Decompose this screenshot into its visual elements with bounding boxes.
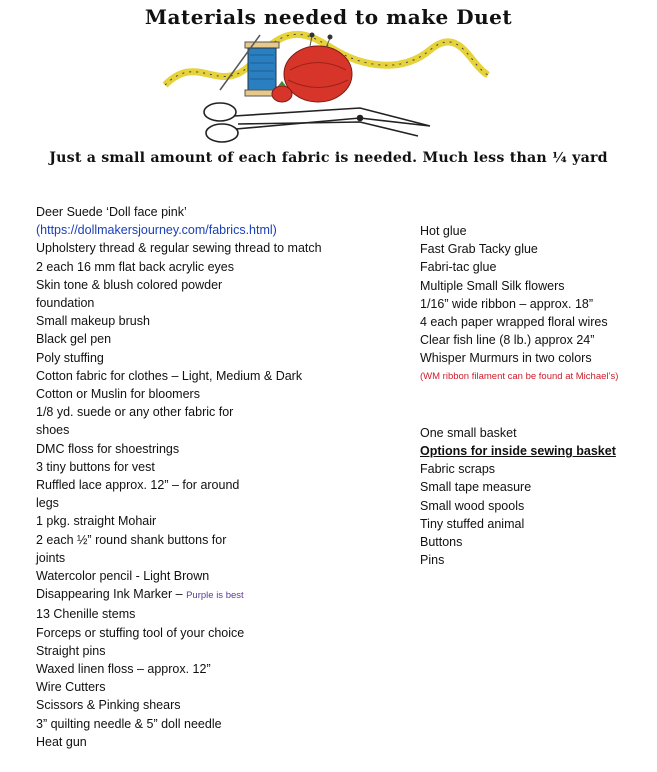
option-item: Small wood spools (420, 498, 525, 513)
basket-item: One small basket (420, 425, 517, 440)
spacer (420, 386, 650, 424)
list-item: Heat gun (36, 734, 87, 749)
page-title: Materials needed to make Duet (144, 5, 513, 29)
list-item: Clear fish line (8 lb.) approx 24” (420, 333, 595, 348)
list-item: Wire Cutters (36, 680, 106, 695)
list-item: Cotton or Muslin for bloomers (36, 387, 200, 402)
list-item: Small makeup brush (36, 314, 150, 329)
options-heading: Options for inside sewing basket (420, 444, 616, 459)
wm-note: (WM ribbon filament can be found at Michael’s) (420, 370, 619, 382)
list-item: 2 each 16 mm flat back acrylic eyes (36, 259, 234, 274)
list-item: Deer Suede ‘Doll face pink’ (36, 205, 187, 219)
list-item: Fabri-tac glue (420, 260, 497, 275)
list-item: 3” quilting needle & 5” doll needle (36, 716, 222, 731)
sewing-clipart (160, 30, 490, 150)
option-item: Fabric scraps (420, 462, 496, 477)
option-item: Tiny stuffed animal (420, 516, 525, 531)
list-item: Ruffled lace approx. 12” – for around (36, 478, 240, 493)
list-item: 4 each paper wrapped floral wires (420, 315, 608, 330)
list-item: Poly stuffing (36, 350, 104, 365)
list-item: DMC floss for shoestrings (36, 441, 180, 456)
marker-note: Purple is best (186, 590, 244, 602)
list-item: joints (36, 550, 66, 565)
materials-list-left (36, 203, 322, 751)
pincushion-icon (272, 33, 352, 103)
list-item (36, 585, 296, 605)
scissors-icon (204, 103, 430, 142)
list-item: foundation (36, 296, 95, 311)
marker-item-label: Disappearing Ink Marker – (36, 587, 183, 602)
list-item: Skin tone & blush colored powder (36, 277, 223, 292)
page-subtitle: Just a small amount of each fabric is needed. Much less than ¼ yard (49, 150, 608, 166)
list-item: 1/16” wide ribbon – approx. 18” (420, 296, 594, 311)
list-item: Multiple Small Silk flowers (420, 278, 565, 293)
list-item: Waxed linen floss – approx. 12” (36, 662, 211, 677)
list-item: Straight pins (36, 643, 106, 658)
list-item: Scissors & Pinking shears (36, 698, 181, 713)
list-item: 2 each ½” round shank buttons for (36, 532, 227, 547)
list-item: Black gel pen (36, 332, 112, 347)
list-item: Forceps or stuffing tool of your choice (36, 625, 245, 640)
list-item: 13 Chenille stems (36, 607, 136, 622)
option-item: Pins (420, 553, 445, 568)
list-item: Upholstery thread & regular sewing thread to match (36, 241, 322, 256)
materials-list-right (420, 222, 650, 569)
option-item: Buttons (420, 535, 463, 550)
list-item: 1 pkg. straight Mohair (36, 514, 157, 529)
list-item: shoes (36, 423, 70, 438)
option-item: Small tape measure (420, 480, 532, 495)
list-item: Whisper Murmurs in two colors (420, 351, 592, 366)
list-item: Hot glue (420, 224, 467, 238)
list-item: legs (36, 496, 59, 511)
thread-spool-icon (245, 42, 279, 96)
list-item: 1/8 yd. suede or any other fabric for (36, 405, 234, 420)
list-item: Watercolor pencil - Light Brown (36, 569, 210, 584)
list-item: Fast Grab Tacky glue (420, 242, 538, 257)
list-item: 3 tiny buttons for vest (36, 459, 155, 474)
fabrics-link[interactable]: (https://dollmakersjourney.com/fabrics.html) (36, 223, 277, 238)
list-item: Cotton fabric for clothes – Light, Medium & Dark (36, 368, 303, 383)
